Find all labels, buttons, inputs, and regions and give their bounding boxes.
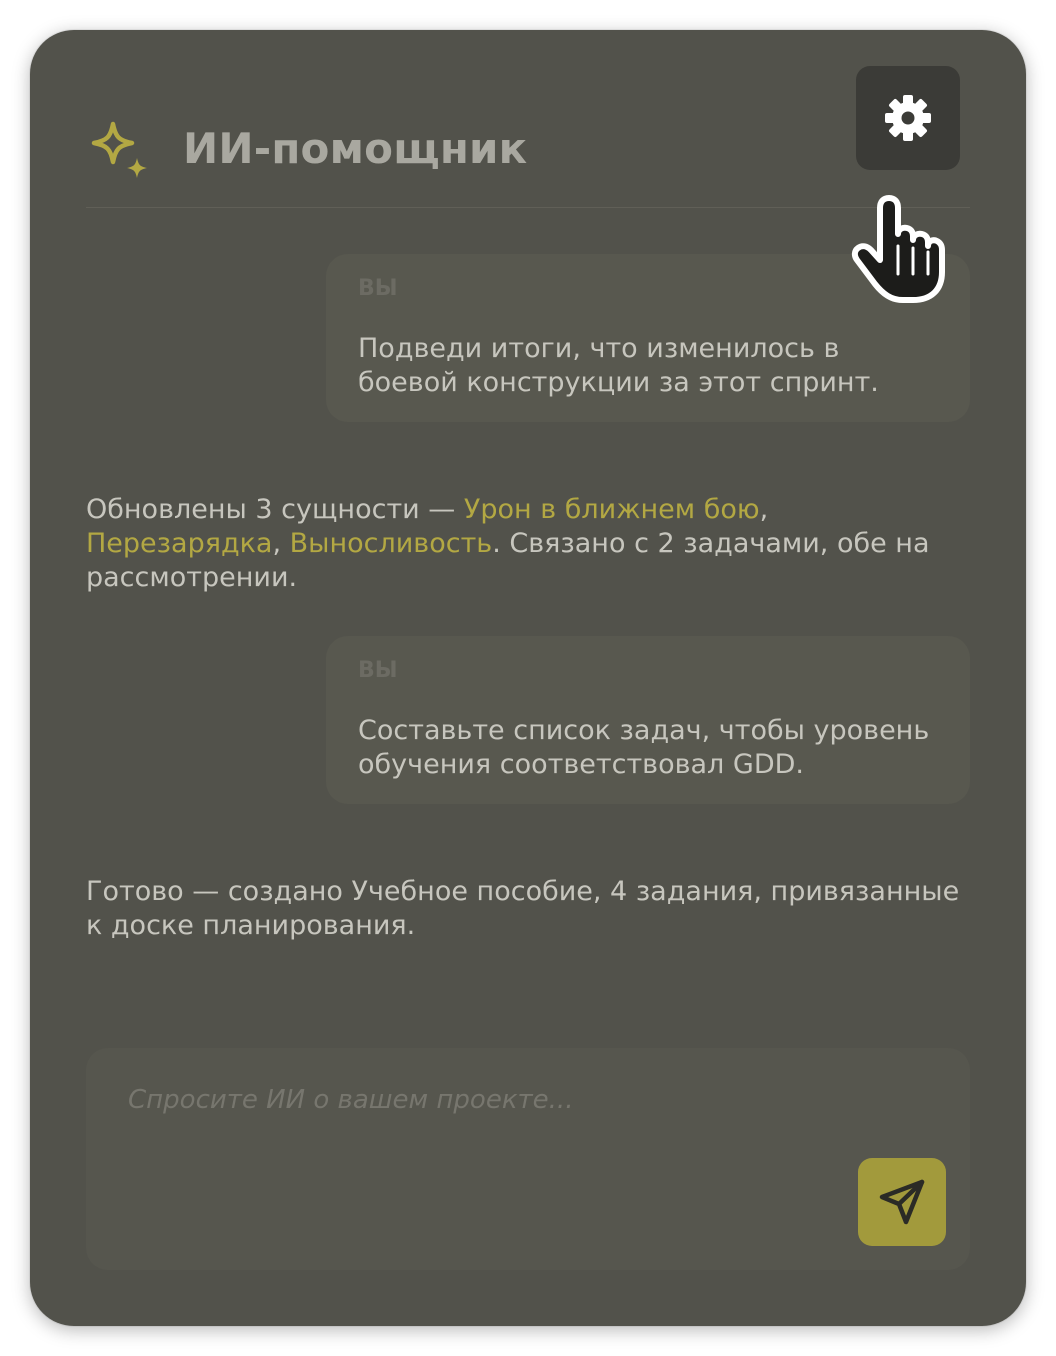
user-message <box>326 254 970 422</box>
page-title: ИИ-помощник <box>183 124 528 173</box>
send-button[interactable] <box>858 1158 946 1246</box>
composer <box>86 1048 970 1270</box>
separator: , <box>759 494 769 525</box>
assistant-message <box>86 493 970 595</box>
chat-input[interactable] <box>126 1078 826 1122</box>
message-text: . Связано с 2 задачами, обе на рассмотрении. <box>86 528 930 593</box>
message-text: Обновлены 3 сущности — <box>86 494 464 525</box>
send-icon <box>876 1176 928 1228</box>
user-message <box>326 636 970 804</box>
message-text: Подведи итоги, что изменилось в боевой конструкции за этот спринт. <box>358 333 879 398</box>
message-text: Составьте список задач, чтобы уровень обучения соответствовал GDD. <box>358 715 930 780</box>
separator: , <box>272 528 290 559</box>
entity-link-reload[interactable]: Перезарядка <box>86 528 273 559</box>
message-sender: ВЫ <box>358 276 398 301</box>
settings-button[interactable] <box>856 66 960 170</box>
message-sender: ВЫ <box>358 658 398 683</box>
assistant-message <box>86 875 970 943</box>
sparkle-icon <box>86 120 152 184</box>
gear-icon <box>882 92 934 144</box>
message-text: Готово — создано Учебное пособие, 4 задания, привязанные к доске планирования. <box>86 876 960 941</box>
assistant-panel <box>30 30 1026 1326</box>
entity-link-stamina[interactable]: Выносливость <box>289 528 493 559</box>
panel-header <box>86 66 970 208</box>
entity-link-melee-damage[interactable]: Урон в ближнем бою <box>463 494 760 525</box>
